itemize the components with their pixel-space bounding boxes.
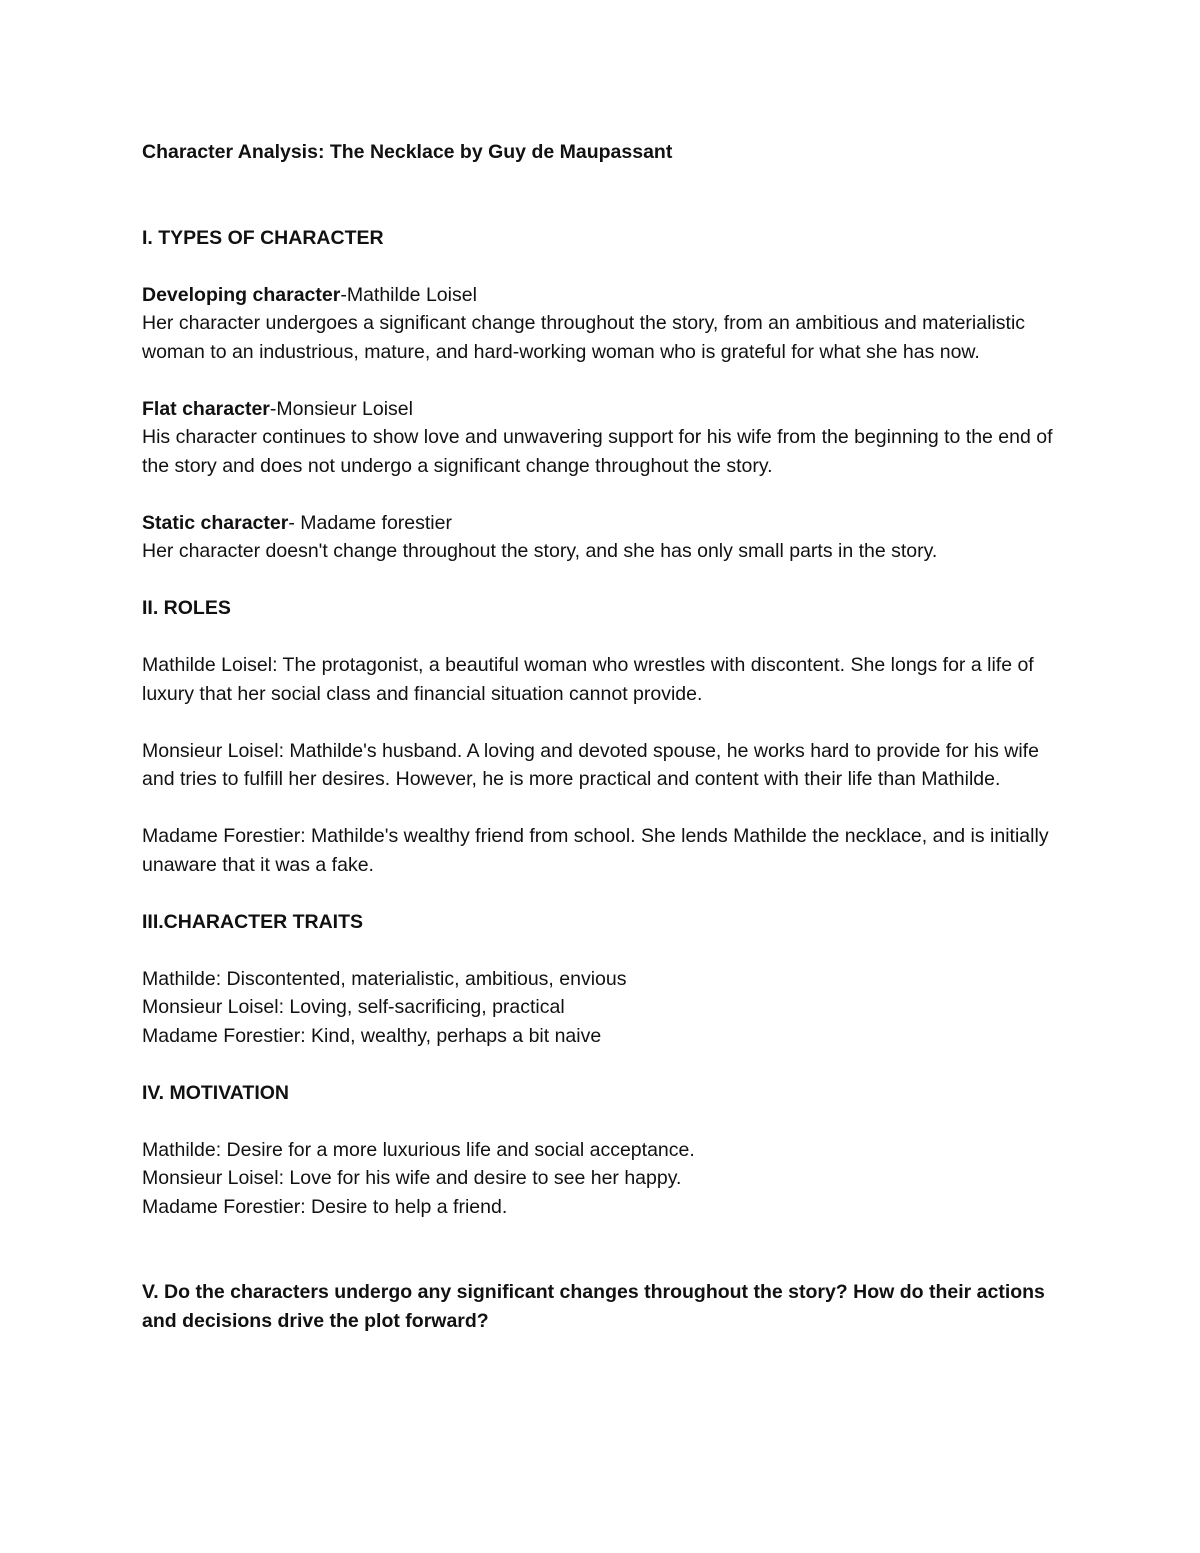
section-heading-motivation: IV. MOTIVATION [142, 1081, 289, 1104]
character-description: Her character doesn't change throughout the story, and she has only small parts in the story. [142, 540, 938, 562]
document-title: Character Analysis: The Necklace by Guy de Maupassant [142, 141, 673, 163]
character-description: His character continues to show love and unwavering support for his wife from the beginning to the end of the story and does not undergo a significant change throughout the story. [142, 426, 1053, 477]
section-heading-changes-question: V. Do the characters undergo any significant changes throughout the story? How do their actions and decisions drive the plot forward? [142, 1281, 1045, 1332]
role-paragraph: Mathilde Loisel: The protagonist, a beautiful woman who wrestles with discontent. She longs for a life of luxury that her social class and financial situation cannot provide. [142, 654, 1034, 705]
section-heading-roles: II. ROLES [142, 597, 231, 619]
motivation-list [142, 1136, 1072, 1222]
motivation-line: Mathilde: Desire for a more luxurious life and social acceptance. [142, 1138, 695, 1161]
trait-line: Madame Forestier: Kind, wealthy, perhaps a bit naive [142, 1024, 602, 1047]
section-heading-types: I. TYPES OF CHARACTER [142, 226, 384, 249]
motivation-line: Madame Forestier: Desire to help a friend. [142, 1195, 508, 1218]
motivation-line: Monsieur Loisel: Love for his wife and desire to see her happy. [142, 1167, 682, 1189]
character-name: -Monsieur Loisel [269, 397, 413, 420]
character-type-developing [142, 281, 1072, 367]
character-type-static [142, 509, 1072, 566]
trait-line: Monsieur Loisel: Loving, self-sacrificing, practical [142, 996, 565, 1018]
character-name: -Mathilde Loisel [340, 283, 477, 306]
role-paragraph: Monsieur Loisel: Mathilde's husband. A loving and devoted spouse, he works hard to provide for his wife and tries to fulfill her desires. However, he is more practical and content with their life than Mathilde. [142, 739, 1039, 790]
section-heading-traits: III.CHARACTER TRAITS [142, 910, 363, 933]
trait-line: Mathilde: Discontented, materialistic, ambitious, envious [142, 967, 627, 990]
character-type-label: Static character [142, 511, 289, 534]
character-type-label: Developing character [142, 283, 341, 306]
character-type-flat [142, 395, 1072, 481]
document-body [142, 138, 1072, 1335]
traits-list [142, 965, 1072, 1051]
character-type-label: Flat character [142, 397, 270, 420]
role-paragraph: Madame Forestier: Mathilde's wealthy friend from school. She lends Mathilde the necklace, and is initially unaware that it was a fake. [142, 825, 1049, 876]
character-description: Her character undergoes a significant change throughout the story, from an ambitious and materialistic woman to an industrious, mature, and hard-working woman who is grateful for what she has now. [142, 312, 1026, 363]
character-name: - Madame forestier [288, 511, 452, 534]
